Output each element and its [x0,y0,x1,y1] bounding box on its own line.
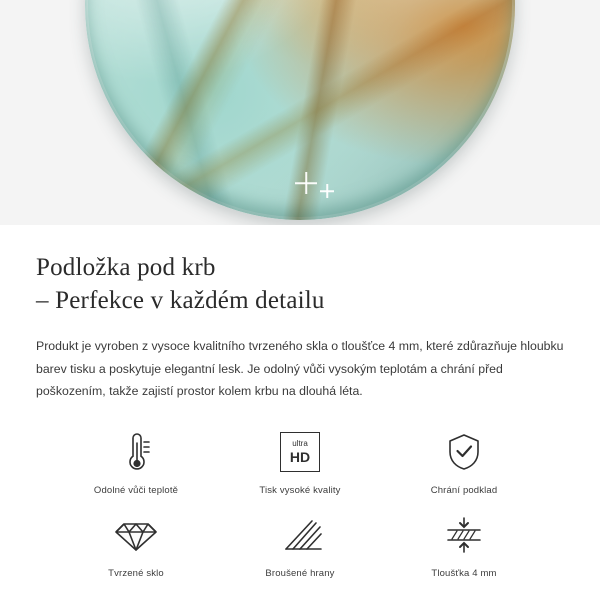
diamond-icon [114,512,158,558]
feature-label: Chrání podklad [430,485,498,497]
feature-item [382,512,546,579]
feature-label: Odolné vůči teplotě [93,485,179,497]
shield-check-icon [444,429,484,475]
feature-label: Tloušťka 4 mm [431,568,497,580]
feature-grid [36,429,564,579]
feature-label: Broušené hrany [265,568,335,580]
ultra-hd-badge-bottom: HD [289,449,311,466]
page-title [36,251,564,317]
thermometer-icon [116,429,156,475]
content-area [0,251,600,579]
feature-item [218,429,382,496]
feature-item [382,429,546,496]
board-edge-highlight [85,0,515,220]
feature-label: Tisk vysoké kvality [259,485,341,497]
hero-image [0,0,600,225]
page-title-line2: – Perfekce v každém detailu [36,287,325,314]
thickness-arrows-icon [442,512,486,558]
ultra-hd-badge-top: ultra [292,439,308,449]
page-title-line1: Podložka pod krb [36,254,216,281]
feature-label: Tvrzené sklo [108,568,164,580]
product-description: Produkt je vyroben z vysoce kvalitního tvrzeného skla o tloušťce 4 mm, které zdůrazňuje hloubku barev tisku a poskytuje elegantní lesk. Je odolný vůči vysokým teplotám a chrání před poškozením, takže zajistí prostor kolem krbu na dlouhá léta. [36,339,564,399]
round-glass-fireplace-board-image [85,0,515,220]
feature-item [218,512,382,579]
polished-edges-icon [278,512,322,558]
feature-item [54,429,218,496]
feature-item [54,512,218,579]
ultra-hd-icon [280,429,320,475]
